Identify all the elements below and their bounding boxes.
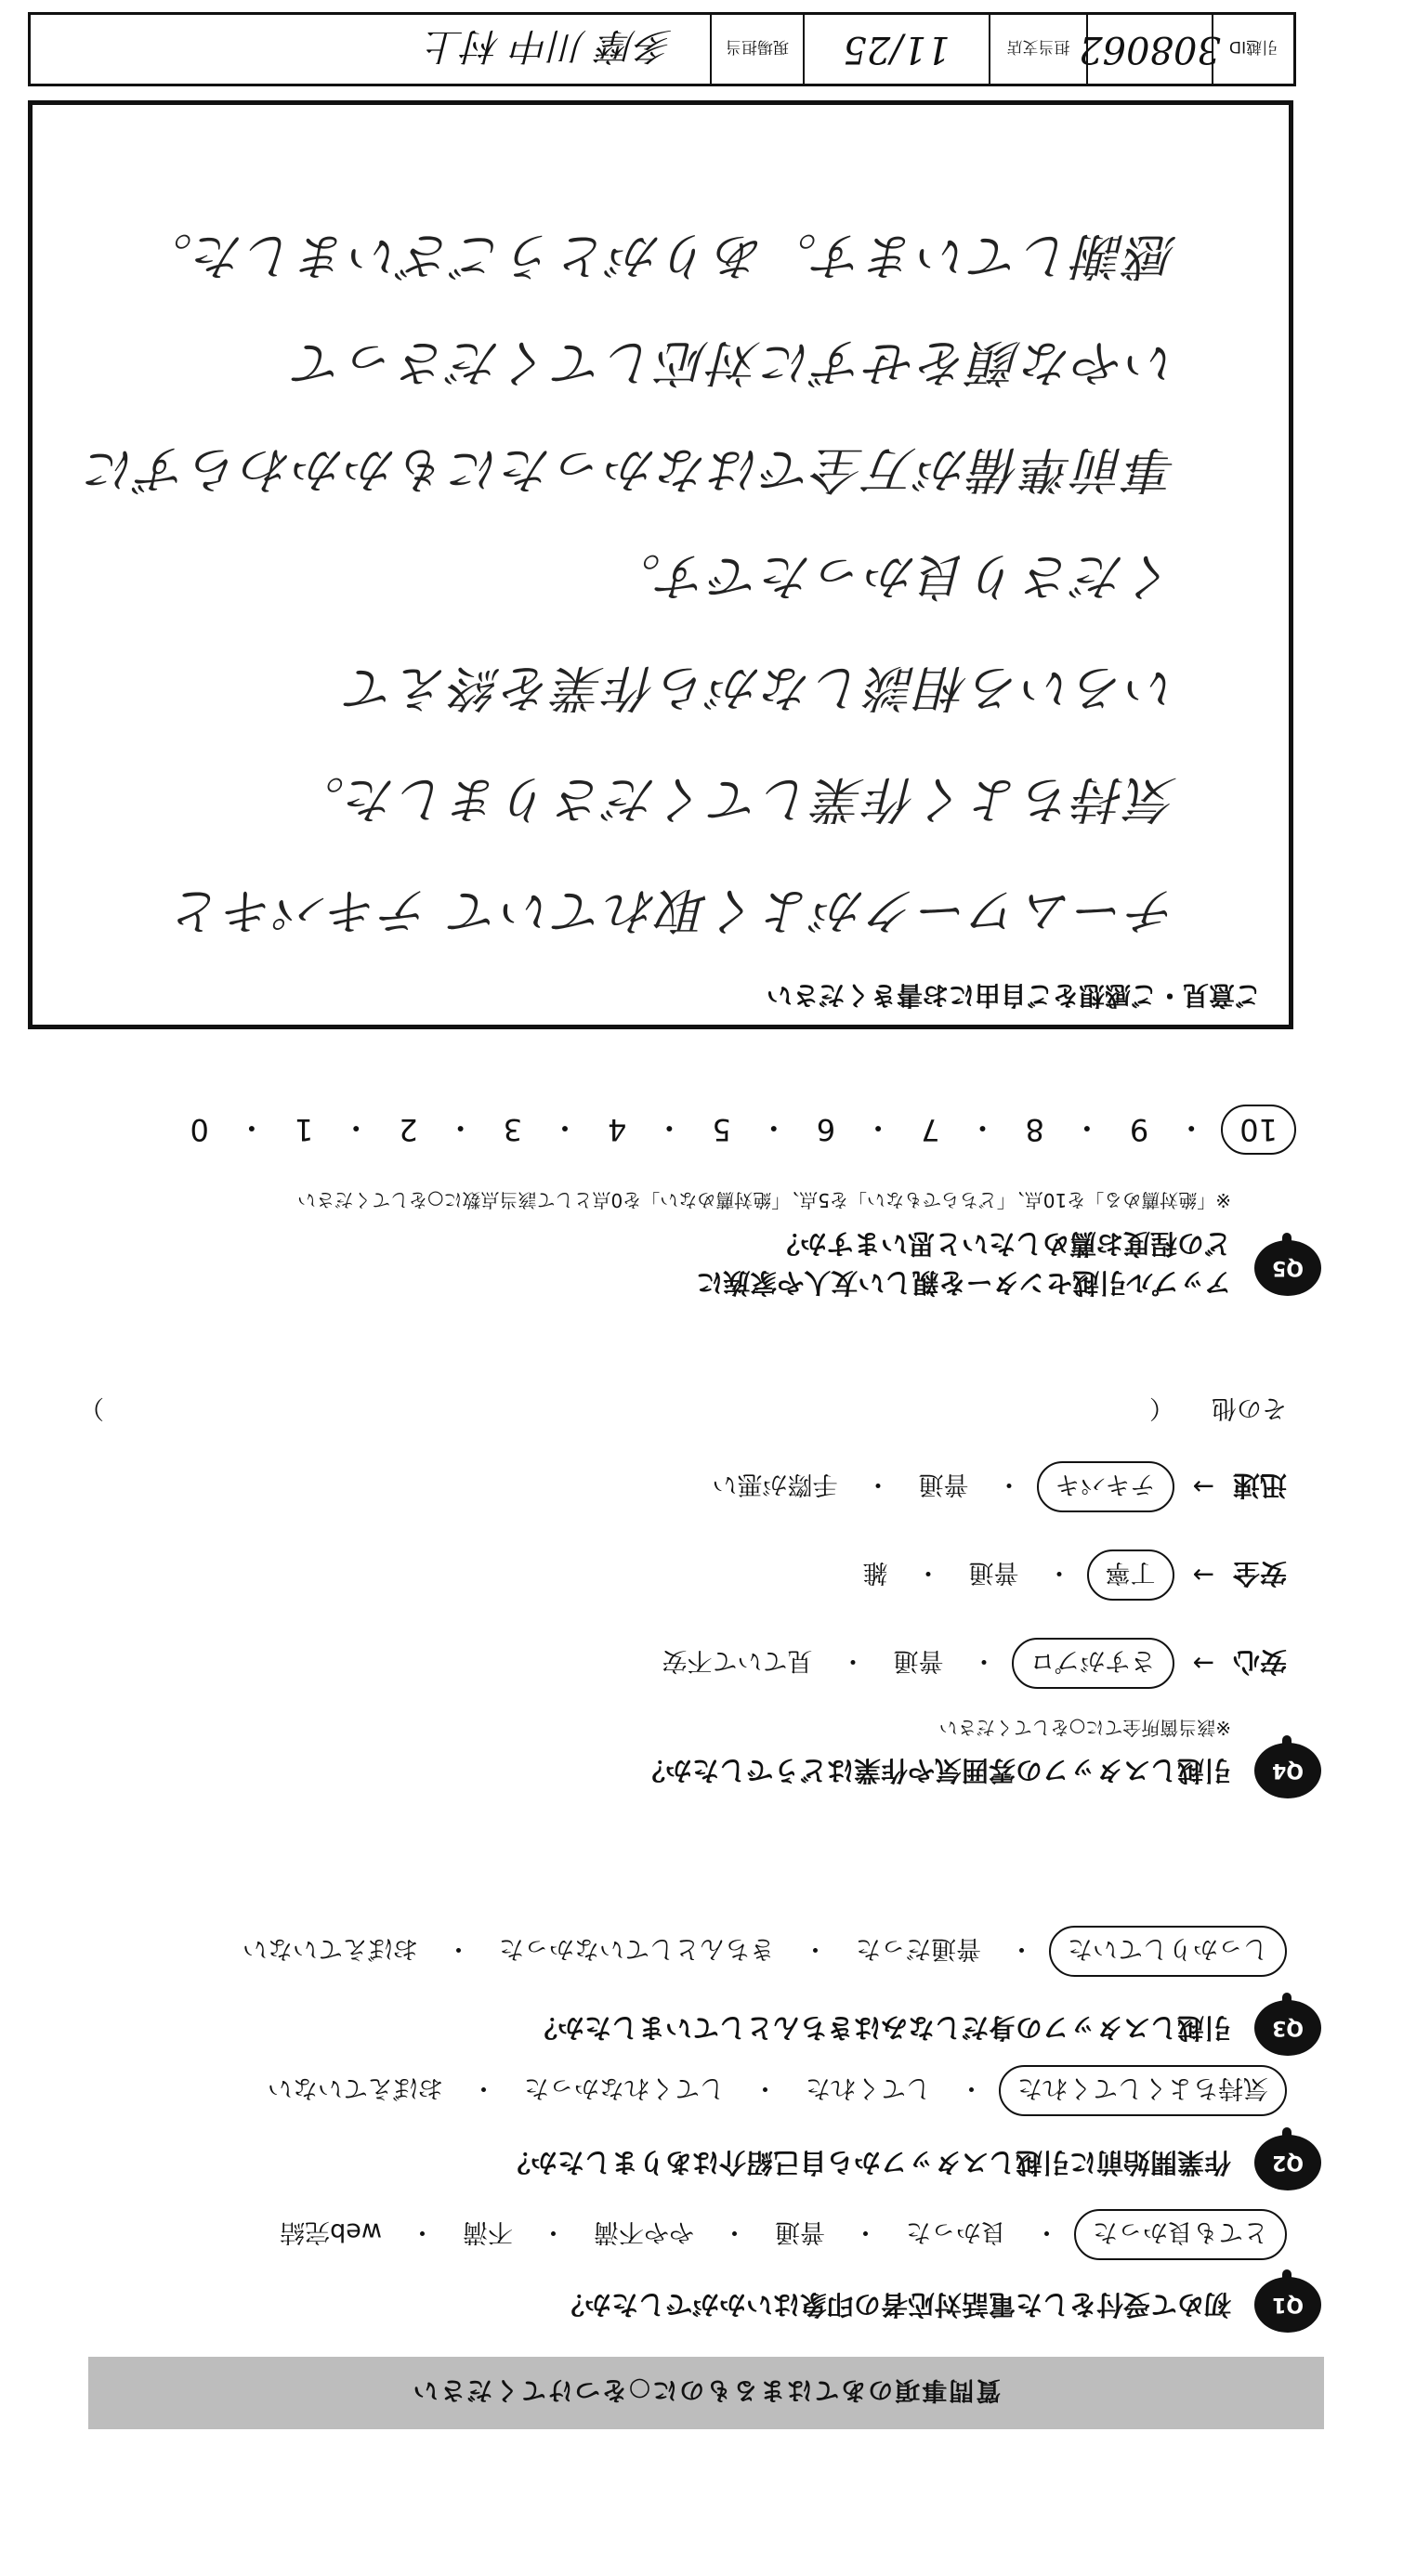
q1-option[interactable]: やや不満 xyxy=(594,2217,694,2246)
comment-box xyxy=(28,100,1293,1029)
q4-other-label: その他 xyxy=(1212,1393,1287,1422)
scale-separator: ・ xyxy=(654,1110,685,1145)
q5-icon: Q5 xyxy=(1254,1240,1321,1296)
arrow-right-icon: → xyxy=(1192,1648,1214,1679)
q4-note: ※該当箇所全てに○をしてください xyxy=(938,1717,1231,1739)
manager-value: 多摩 川中 村上 xyxy=(426,24,673,68)
q4-option[interactable]: 手際が悪い xyxy=(712,1470,838,1498)
q5-score-option[interactable]: 5 xyxy=(712,1112,731,1147)
comment-line: 感謝しています。ありがとうございました。 xyxy=(140,227,1177,285)
q1-option[interactable]: web完結 xyxy=(280,2217,382,2246)
scale-separator: ・ xyxy=(445,1110,476,1145)
q3-option[interactable]: おぼえていない xyxy=(243,1934,418,1963)
branch-value: 11/25 xyxy=(803,15,989,84)
scale-separator: ・ xyxy=(758,1110,789,1145)
q4-option[interactable]: 普通 xyxy=(968,1558,1019,1587)
q5-score-option[interactable]: 0 xyxy=(190,1112,209,1147)
q4-option[interactable]: 雑 xyxy=(862,1558,888,1587)
q3-question: 引越しスタッフの身だしなみはきちんとしていましたか？ xyxy=(530,2012,1231,2044)
q2-option[interactable]: してくれた xyxy=(806,2073,931,2102)
comment-title: ご意見・ご感想をご自由にお書きください xyxy=(766,980,1261,1011)
comment-line: いろいろ相談しながら作業を終えて xyxy=(345,659,1177,717)
q4-row-label: 安心 xyxy=(1232,1646,1287,1678)
branch-label: 担当支店 xyxy=(989,15,1086,84)
q1-option[interactable]: 普通 xyxy=(775,2217,825,2246)
scale-separator: ・ xyxy=(550,1110,581,1145)
q5-score-option[interactable]: 7 xyxy=(921,1112,940,1147)
q4-option[interactable]: 丁寧 xyxy=(1087,1550,1174,1601)
q4-row-anzen: 安全 → 丁寧 ・ 普通 ・ 雑 xyxy=(850,1550,1287,1601)
q5-score-option[interactable]: 1 xyxy=(294,1112,314,1147)
arrow-right-icon: → xyxy=(1192,1560,1214,1590)
scale-separator: ・ xyxy=(236,1110,267,1145)
q3-icon: Q3 xyxy=(1254,2000,1321,2056)
q4-row-label: 安全 xyxy=(1232,1558,1287,1589)
q5-score-option[interactable]: 2 xyxy=(399,1112,418,1147)
q4-row-jinsoku: 迅速 → テキパキ ・ 普通 ・ 手際が悪い xyxy=(700,1461,1287,1512)
comment-line: 事前準備が万全ではなかったにもかかわらずに xyxy=(85,440,1177,499)
q4-option[interactable]: 見ていて不安 xyxy=(662,1646,813,1675)
q5-question-line2: どの程度お薦めしたいと思いますか？ xyxy=(772,1228,1231,1260)
q5-score-option[interactable]: 3 xyxy=(503,1112,523,1147)
q2-options: 気持ちよくしてくれた ・ してくれた ・ してくれなかった ・ おぼえていない xyxy=(255,2065,1287,2116)
scale-separator: ・ xyxy=(863,1110,894,1145)
q3-option[interactable]: しっかりしていた xyxy=(1049,1926,1287,1977)
scale-separator: ・ xyxy=(967,1110,998,1145)
q2-option[interactable]: おぼえていない xyxy=(268,2073,443,2102)
comment-line: 気持ちよく作業してくださりました。 xyxy=(293,770,1177,829)
q5-score-scale xyxy=(177,1105,1296,1155)
q1-options: とても良かった ・ 良かった ・ 普通 ・ やや不満 ・ 不満 ・ web完結 xyxy=(267,2209,1287,2260)
q3-option[interactable]: 普通だった xyxy=(856,1934,981,1963)
q4-other-close: ） xyxy=(79,1393,104,1422)
comment-line: いやな顔をせずに対応してくださって xyxy=(293,333,1177,392)
q4-option[interactable]: テキパキ xyxy=(1037,1461,1174,1512)
q1-icon: Q1 xyxy=(1254,2277,1321,2333)
arrow-right-icon: → xyxy=(1192,1471,1214,1502)
q3-options: しっかりしていた ・ 普通だった ・ きちんとしていなかった ・ おぼえていない xyxy=(229,1926,1287,1977)
q4-row-anshin: 安心 → さすがプロ ・ 普通 ・ 見ていて不安 xyxy=(649,1638,1287,1689)
q5-score-option[interactable]: 10 xyxy=(1221,1105,1296,1155)
q5-score-option[interactable]: 4 xyxy=(608,1112,627,1147)
q2-option[interactable]: してくれなかった xyxy=(524,2073,725,2102)
comment-line: チームワークがよく取れていて テキパキと xyxy=(170,882,1177,940)
id-label: 引越ID xyxy=(1212,15,1293,84)
q4-row-label: 迅速 xyxy=(1232,1470,1287,1501)
scale-separator: ・ xyxy=(341,1110,372,1145)
q1-question: 初めて受付をした電話対応者の印象はいかがでしたか？ xyxy=(557,2289,1231,2321)
q4-question: 引越しスタッフの雰囲気や作業はどうでしたか？ xyxy=(637,1755,1231,1786)
header-table xyxy=(28,12,1296,86)
q5-score-option[interactable]: 8 xyxy=(1025,1112,1044,1147)
id-value: 308062 xyxy=(1086,15,1212,84)
q4-other-row xyxy=(79,1393,1287,1429)
q1-option[interactable]: 不満 xyxy=(463,2217,513,2246)
q1-option[interactable]: とても良かった xyxy=(1074,2209,1287,2260)
q5-note: ※「絶対薦める」を10点、「どちらでもない」を5点、「絶対薦めない」を0点として該当点数に○をしてください xyxy=(297,1189,1231,1211)
q2-icon: Q2 xyxy=(1254,2135,1321,2190)
manager-label: 現場担当 xyxy=(710,15,803,84)
scale-separator: ・ xyxy=(1071,1110,1102,1145)
q4-icon: Q4 xyxy=(1254,1743,1321,1798)
q5-question-line1: アップル引越センターを親しい友人や家族に xyxy=(696,1267,1231,1299)
q2-question: 作業開始前に引越しスタッフから自己紹介はありましたか？ xyxy=(503,2147,1231,2178)
q1-option[interactable]: 良かった xyxy=(906,2217,1006,2246)
q4-option[interactable]: 普通 xyxy=(893,1646,944,1675)
comment-line: くださり良かったです。 xyxy=(609,547,1177,606)
q4-option[interactable]: 普通 xyxy=(918,1470,969,1498)
q5-score-option[interactable]: 9 xyxy=(1129,1112,1149,1147)
instruction-banner: 質問事項のあてはまるものに○をつけてください xyxy=(88,2357,1324,2429)
q5-score-option[interactable]: 6 xyxy=(816,1112,836,1147)
scale-separator: ・ xyxy=(1176,1110,1207,1145)
q2-option[interactable]: 気持ちよくしてくれた xyxy=(999,2065,1287,2116)
q4-option[interactable]: さすがプロ xyxy=(1012,1638,1174,1689)
q4-other-open: （ xyxy=(1149,1393,1174,1422)
q3-option[interactable]: きちんとしていなかった xyxy=(499,1934,775,1963)
